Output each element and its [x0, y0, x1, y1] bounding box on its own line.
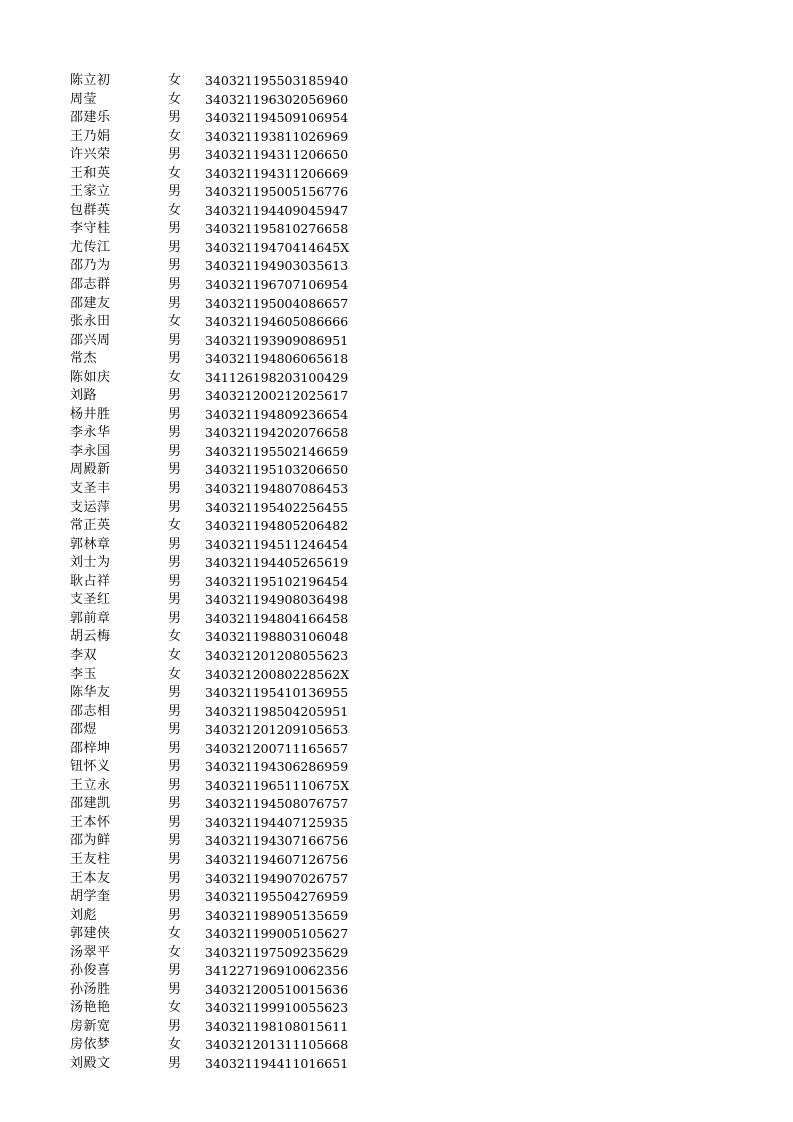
- id-number-cell: 340321196707106954: [205, 277, 349, 293]
- id-number-cell: 340321201209105653: [205, 722, 349, 738]
- sex-cell: 男: [168, 555, 182, 571]
- table-row: [0, 1055, 793, 1074]
- id-number-cell: 340321195504276959: [205, 889, 349, 905]
- id-number-cell: 340321194806065618: [205, 351, 349, 367]
- name-cell: 王乃娟: [70, 128, 111, 144]
- name-cell: 支圣红: [70, 592, 111, 608]
- id-number-cell: 340321194405265619: [205, 555, 349, 571]
- name-cell: 王友柱: [70, 851, 111, 867]
- id-number-cell: 341227196910062356: [205, 963, 349, 979]
- sex-cell: 男: [168, 110, 182, 126]
- name-cell: 支运萍: [70, 499, 111, 515]
- id-number-cell: 340321195503185940: [205, 73, 349, 88]
- table-row: [0, 1036, 793, 1055]
- sex-cell: 男: [168, 295, 182, 311]
- table-row: [0, 647, 793, 666]
- name-cell: 邵煜: [70, 722, 98, 738]
- id-number-cell: 340321195103206650: [205, 462, 349, 478]
- id-number-cell: 341126198203100429: [205, 369, 349, 385]
- name-cell: 耿占祥: [70, 573, 111, 589]
- id-number-cell: 34032120080228562X: [205, 666, 350, 682]
- sex-cell: 女: [168, 314, 182, 330]
- name-cell: 郭前章: [70, 610, 111, 626]
- name-cell: 王本怀: [70, 814, 111, 830]
- table-row: [0, 480, 793, 499]
- id-number-cell: 340321200510015636: [205, 981, 349, 997]
- name-cell: 李永国: [70, 443, 111, 459]
- table-row: [0, 777, 793, 796]
- table-row: [0, 907, 793, 926]
- id-number-cell: 340321194411016651: [205, 1055, 349, 1071]
- table-row: [0, 499, 793, 518]
- sex-cell: 女: [168, 165, 182, 181]
- id-number-cell: 34032119651110675X: [205, 777, 350, 793]
- table-row: [0, 944, 793, 963]
- id-number-cell: 340321194311206650: [205, 147, 349, 163]
- sex-cell: 男: [168, 425, 182, 441]
- table-row: [0, 424, 793, 443]
- name-cell: 孙俊喜: [70, 963, 111, 979]
- name-cell: 包群英: [70, 202, 111, 218]
- sex-cell: 男: [168, 443, 182, 459]
- name-cell: 邵志群: [70, 277, 111, 293]
- id-number-cell: 340321198108015611: [205, 1018, 349, 1034]
- table-row: [0, 888, 793, 907]
- sex-cell: 女: [168, 73, 182, 88]
- sex-cell: 男: [168, 610, 182, 626]
- name-cell: 王本友: [70, 870, 111, 886]
- name-cell: 王和英: [70, 165, 111, 181]
- roster-sheet: [0, 72, 793, 1074]
- id-number-cell: 340321194307166756: [205, 833, 349, 849]
- sex-cell: 女: [168, 91, 182, 107]
- table-row: [0, 628, 793, 647]
- table-row: [0, 257, 793, 276]
- table-row: [0, 962, 793, 981]
- table-row: [0, 554, 793, 573]
- table-row: [0, 406, 793, 425]
- table-row: [0, 591, 793, 610]
- table-row: [0, 313, 793, 332]
- table-row: [0, 332, 793, 351]
- id-number-cell: 340321194311206669: [205, 165, 349, 181]
- id-number-cell: 340321195004086657: [205, 295, 349, 311]
- name-cell: 李玉: [70, 666, 98, 682]
- name-cell: 房依梦: [70, 1037, 111, 1053]
- sex-cell: 男: [168, 462, 182, 478]
- sex-cell: 男: [168, 685, 182, 701]
- id-number-cell: 340321193909086951: [205, 332, 349, 348]
- table-row: [0, 128, 793, 147]
- sex-cell: 男: [168, 889, 182, 905]
- table-row: [0, 999, 793, 1018]
- sex-cell: 男: [168, 777, 182, 793]
- sex-cell: 男: [168, 277, 182, 293]
- name-cell: 邵建乐: [70, 110, 111, 126]
- name-cell: 邵为鲜: [70, 833, 111, 849]
- sex-cell: 男: [168, 221, 182, 237]
- id-number-cell: 340321194805206482: [205, 518, 349, 534]
- sex-cell: 女: [168, 369, 182, 385]
- sex-cell: 女: [168, 647, 182, 663]
- table-row: [0, 925, 793, 944]
- table-row: [0, 183, 793, 202]
- sex-cell: 男: [168, 351, 182, 367]
- id-number-cell: 340321198905135659: [205, 907, 349, 923]
- name-cell: 周殿新: [70, 462, 111, 478]
- name-cell: 李永华: [70, 425, 111, 441]
- id-number-cell: 340321195005156776: [205, 184, 349, 200]
- name-cell: 常正英: [70, 518, 111, 534]
- name-cell: 郭建侠: [70, 926, 111, 942]
- table-row: [0, 851, 793, 870]
- name-cell: 刘彪: [70, 907, 98, 923]
- id-number-cell: 340321193811026969: [205, 128, 349, 144]
- sex-cell: 男: [168, 499, 182, 515]
- table-row: [0, 146, 793, 165]
- table-row: [0, 981, 793, 1000]
- sex-cell: 男: [168, 814, 182, 830]
- table-row: [0, 387, 793, 406]
- table-row: [0, 536, 793, 555]
- name-cell: 许兴荣: [70, 147, 111, 163]
- name-cell: 陈立初: [70, 73, 111, 88]
- sex-cell: 男: [168, 573, 182, 589]
- id-number-cell: 340321199005105627: [205, 926, 349, 942]
- sex-cell: 男: [168, 147, 182, 163]
- id-number-cell: 340321195102196454: [205, 573, 349, 589]
- id-number-cell: 340321195402256455: [205, 499, 349, 515]
- table-row: [0, 795, 793, 814]
- sex-cell: 男: [168, 536, 182, 552]
- id-number-cell: 340321199910055623: [205, 1000, 349, 1016]
- id-number-cell: 340321200212025617: [205, 388, 349, 404]
- sex-cell: 男: [168, 406, 182, 422]
- table-row: [0, 870, 793, 889]
- table-row: [0, 239, 793, 258]
- name-cell: 郭林章: [70, 536, 111, 552]
- name-cell: 周莹: [70, 91, 98, 107]
- id-number-cell: 340321194407125935: [205, 814, 349, 830]
- sex-cell: 女: [168, 518, 182, 534]
- sex-cell: 男: [168, 740, 182, 756]
- name-cell: 陈华友: [70, 685, 111, 701]
- id-number-cell: 340321194908036498: [205, 592, 349, 608]
- sex-cell: 男: [168, 759, 182, 775]
- id-number-cell: 340321194907026757: [205, 870, 349, 886]
- id-number-cell: 340321198803106048: [205, 629, 349, 645]
- sex-cell: 男: [168, 963, 182, 979]
- id-number-cell: 340321194409045947: [205, 202, 349, 218]
- sex-cell: 女: [168, 128, 182, 144]
- id-number-cell: 340321201311105668: [205, 1037, 349, 1053]
- name-cell: 刘殿文: [70, 1055, 111, 1071]
- sex-cell: 男: [168, 1055, 182, 1071]
- name-cell: 邵兴周: [70, 332, 111, 348]
- sex-cell: 男: [168, 388, 182, 404]
- sex-cell: 男: [168, 592, 182, 608]
- sex-cell: 男: [168, 703, 182, 719]
- id-number-cell: 340321194508076757: [205, 796, 349, 812]
- table-row: [0, 220, 793, 239]
- name-cell: 王家立: [70, 184, 111, 200]
- name-cell: 刘路: [70, 388, 98, 404]
- table-row: [0, 721, 793, 740]
- name-cell: 邵建友: [70, 295, 111, 311]
- sex-cell: 男: [168, 851, 182, 867]
- table-row: [0, 202, 793, 221]
- id-number-cell: 340321196302056960: [205, 91, 349, 107]
- id-number-cell: 340321194807086453: [205, 481, 349, 497]
- name-cell: 邵梓坤: [70, 740, 111, 756]
- name-cell: 胡学奎: [70, 889, 111, 905]
- id-number-cell: 340321200711165657: [205, 740, 349, 756]
- name-cell: 房新宽: [70, 1018, 111, 1034]
- table-row: [0, 814, 793, 833]
- sex-cell: 男: [168, 332, 182, 348]
- sex-cell: 男: [168, 258, 182, 274]
- name-cell: 胡云梅: [70, 629, 111, 645]
- table-row: [0, 91, 793, 110]
- id-number-cell: 340321194202076658: [205, 425, 349, 441]
- name-cell: 邵志相: [70, 703, 111, 719]
- sex-cell: 男: [168, 870, 182, 886]
- name-cell: 孙汤胜: [70, 981, 111, 997]
- id-number-cell: 340321194809236654: [205, 406, 349, 422]
- sex-cell: 女: [168, 1037, 182, 1053]
- id-number-cell: 340321194903035613: [205, 258, 349, 274]
- sex-cell: 女: [168, 629, 182, 645]
- table-row: [0, 276, 793, 295]
- table-row: [0, 517, 793, 536]
- id-number-cell: 340321201208055623: [205, 647, 349, 663]
- sex-cell: 男: [168, 722, 182, 738]
- table-row: [0, 610, 793, 629]
- table-row: [0, 369, 793, 388]
- sex-cell: 男: [168, 833, 182, 849]
- name-cell: 常杰: [70, 351, 98, 367]
- table-row: [0, 573, 793, 592]
- id-number-cell: 340321197509235629: [205, 944, 349, 960]
- id-number-cell: 340321194306286959: [205, 759, 349, 775]
- id-number-cell: 340321195410136955: [205, 685, 349, 701]
- table-row: [0, 295, 793, 314]
- id-number-cell: 34032119470414645X: [205, 239, 350, 255]
- id-number-cell: 340321194509106954: [205, 110, 349, 126]
- id-number-cell: 340321198504205951: [205, 703, 349, 719]
- table-row: [0, 165, 793, 184]
- sex-cell: 男: [168, 481, 182, 497]
- name-cell: 尤传江: [70, 239, 111, 255]
- name-cell: 陈如庆: [70, 369, 111, 385]
- name-cell: 邵建凯: [70, 796, 111, 812]
- table-row: [0, 1018, 793, 1037]
- name-cell: 杨井胜: [70, 406, 111, 422]
- table-row: [0, 109, 793, 128]
- table-row: [0, 684, 793, 703]
- name-cell: 李守桂: [70, 221, 111, 237]
- name-cell: 李双: [70, 647, 98, 663]
- sex-cell: 女: [168, 926, 182, 942]
- sex-cell: 女: [168, 1000, 182, 1016]
- sex-cell: 男: [168, 796, 182, 812]
- sex-cell: 女: [168, 202, 182, 218]
- sex-cell: 男: [168, 907, 182, 923]
- name-cell: 汤艳艳: [70, 1000, 111, 1016]
- id-number-cell: 340321194607126756: [205, 851, 349, 867]
- sex-cell: 女: [168, 666, 182, 682]
- table-row: [0, 350, 793, 369]
- table-row: [0, 443, 793, 462]
- id-number-cell: 340321194511246454: [205, 536, 349, 552]
- name-cell: 王立永: [70, 777, 111, 793]
- sex-cell: 女: [168, 944, 182, 960]
- table-row: [0, 666, 793, 685]
- name-cell: 刘士为: [70, 555, 111, 571]
- table-row: [0, 758, 793, 777]
- sex-cell: 男: [168, 1018, 182, 1034]
- sex-cell: 男: [168, 239, 182, 255]
- name-cell: 钮怀义: [70, 759, 111, 775]
- table-row: [0, 832, 793, 851]
- name-cell: 邵乃为: [70, 258, 111, 274]
- id-number-cell: 340321195810276658: [205, 221, 349, 237]
- sex-cell: 男: [168, 981, 182, 997]
- name-cell: 汤翠平: [70, 944, 111, 960]
- name-cell: 支圣丰: [70, 481, 111, 497]
- id-number-cell: 340321194804166458: [205, 610, 349, 626]
- id-number-cell: 340321195502146659: [205, 443, 349, 459]
- sex-cell: 男: [168, 184, 182, 200]
- table-row: [0, 72, 793, 91]
- id-number-cell: 340321194605086666: [205, 314, 349, 330]
- table-row: [0, 461, 793, 480]
- name-cell: 张永田: [70, 314, 111, 330]
- table-row: [0, 703, 793, 722]
- table-row: [0, 740, 793, 759]
